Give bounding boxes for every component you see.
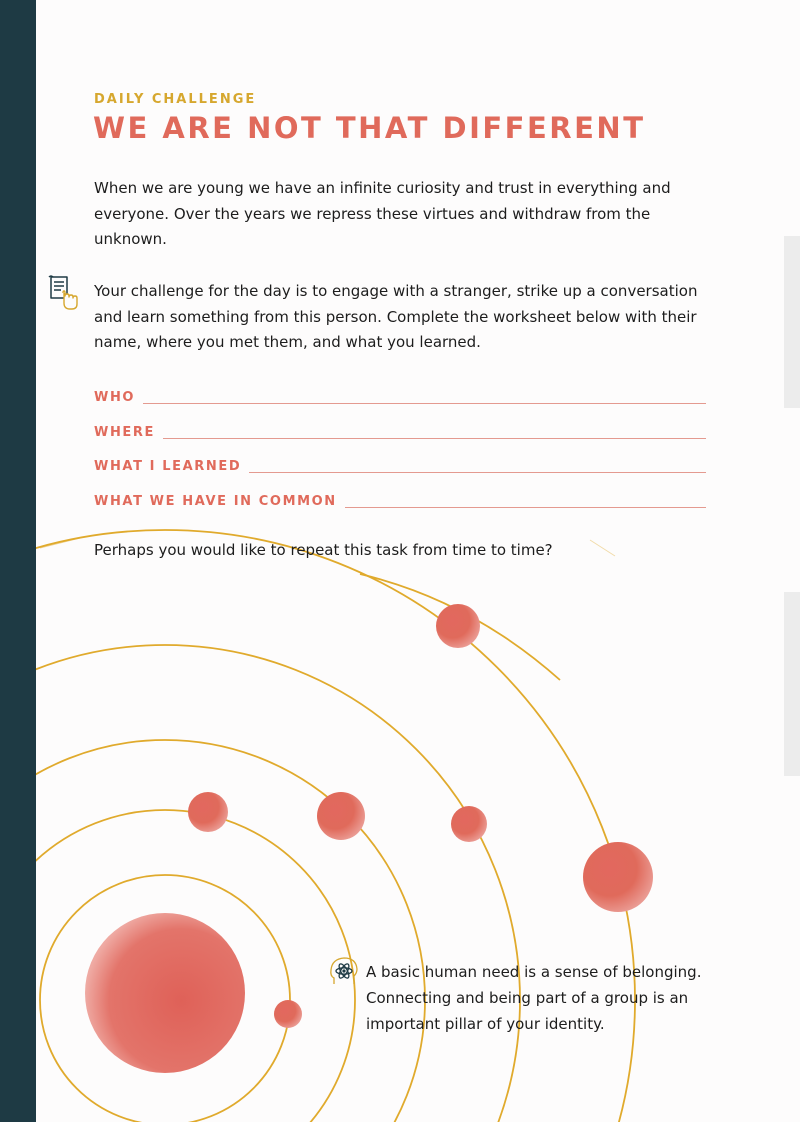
worksheet-common[interactable] <box>94 490 706 510</box>
fact-text: A basic human need is a sense of belonging. Connecting and being part of a group is an important pillar of your identity. <box>366 963 702 1033</box>
worksheet-learned-line[interactable] <box>249 471 706 473</box>
planet <box>274 1000 302 1028</box>
planet <box>317 792 365 840</box>
section-kicker: DAILY CHALLENGE <box>94 92 257 107</box>
worksheet-who-line[interactable] <box>143 402 706 404</box>
orbit-ring <box>0 645 520 1122</box>
worksheet-who[interactable] <box>94 386 706 406</box>
challenge-paragraph: Your challenge for the day is to engage with a stranger, strike up a conversation and learn something from this person. Complete the worksheet below with their name, where you met them, and what you learned. <box>94 282 698 351</box>
worksheet-where[interactable] <box>94 421 706 441</box>
planet <box>583 842 653 912</box>
worksheet-learned-label: WHAT I LEARNED <box>94 459 242 474</box>
planet <box>436 604 480 648</box>
page-title: WE ARE NOT THAT DIFFERENT <box>93 111 646 145</box>
planet-large <box>85 913 245 1073</box>
intro-paragraph: When we are young we have an infinite curiosity and trust in everything and everyone. Over the years we repress these virtues and withdraw from the unknown. <box>94 179 671 248</box>
atom-head-icon <box>328 954 362 988</box>
worksheet-common-line[interactable] <box>345 506 706 508</box>
worksheet-who-label: WHO <box>94 390 136 405</box>
worksheet-where-line[interactable] <box>163 437 706 439</box>
document-hand-icon <box>46 274 80 312</box>
planet <box>451 806 487 842</box>
worksheet-common-label: WHAT WE HAVE IN COMMON <box>94 494 337 509</box>
closing-paragraph: Perhaps you would like to repeat this task from time to time? <box>94 541 553 559</box>
worksheet-where-label: WHERE <box>94 425 155 440</box>
planet <box>188 792 228 832</box>
worksheet-learned[interactable] <box>94 455 706 475</box>
